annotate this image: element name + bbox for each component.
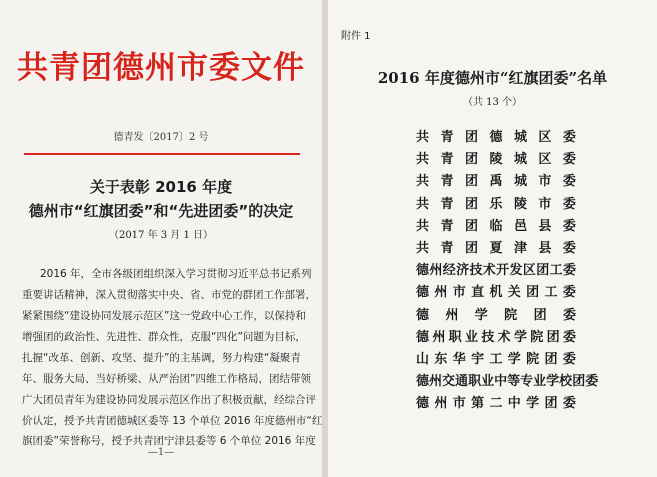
body-line: 扎握“改革、创新、攻坚、提升”的主基调，努力构建“凝聚青 [22, 352, 301, 364]
body-line: 紧紧围绕“建设协同发展示范区”这一党政中心工作，以保持和 [22, 310, 306, 322]
organization-list-item: 共 青 团 夏 津 县 委 [416, 241, 576, 256]
document-number: 德青发〔2017〕2 号 [113, 132, 209, 143]
left-document-page [0, 0, 322, 477]
body-line: 旗团委”荣誉称号，授予共青团宁津县委等 6 个单位 2016 年度 [22, 435, 316, 447]
decision-date: （2017 年 3 月 1 日） [108, 230, 214, 241]
body-line: 2016 年，全市各级团组织深入学习贯彻习近平总书记系列 [40, 268, 312, 280]
attachment-label: 附件 1 [341, 31, 371, 42]
decision-title-line2: 德州市“红旗团委”和“先进团委”的决定 [28, 202, 294, 220]
organization-list-item: 德 州 学 院 团 委 [416, 307, 576, 323]
organization-list-item: 德 州 职 业 技 术 学 院 团 委 [416, 329, 576, 345]
organization-list-item: 德 州 交 通 职 业 中 等 专 业 学 校 团 委 [416, 374, 599, 390]
body-line: 增强团的政治性、先进性、群众性，克服“四化”问题为目标， [22, 331, 306, 343]
body-line: 价认定，授予共青团德城区委等 13 个单位 2016 年度德州市“红 [22, 415, 322, 427]
organization-list-item: 共 青 团 临 邑 县 委 [416, 218, 576, 234]
decision-title-line1: 关于表彰 2016 年度 [89, 178, 233, 196]
body-line: 广大团员青年为建设协同发展示范区作出了积极贡献，经综合评 [22, 394, 316, 406]
list-title: 2016 年度德州市“红旗团委”名单 [377, 69, 608, 87]
organization-list-item: 共 青 团 陵 城 区 委 [416, 152, 576, 168]
organization-list-item: 德 州 市 第 二 中 学 团 委 [416, 396, 576, 412]
organization-list-item: 德 州 经 济 技 术 开 发 区 团 工 委 [416, 263, 576, 279]
organization-list-item: 共 青 团 德 城 区 委 [416, 130, 576, 145]
list-count: （共 13 个） [462, 97, 523, 108]
body-line: 年、服务大局、当好桥梁、从严治团”四维工作格局，团结带领 [22, 373, 311, 385]
organization-list-item: 共 青 团 禹 城 市 委 [416, 174, 576, 190]
organization-list-item: 山 东 华 宇 工 学 院 团 委 [416, 352, 576, 367]
document-header-title: 共青团德州市委文件 [17, 50, 305, 86]
organization-list-item: 共 青 团 乐 陵 市 委 [416, 196, 576, 212]
body-line: 重要讲话精神，深入贯彻落实中央、省、市党的群团工作部署， [22, 289, 316, 301]
organization-list-item: 德 州 市 直 机 关 团 工 委 [416, 285, 576, 301]
red-divider-line [24, 153, 300, 155]
right-attachment-page [328, 0, 657, 477]
page-number: —1— [147, 447, 175, 458]
